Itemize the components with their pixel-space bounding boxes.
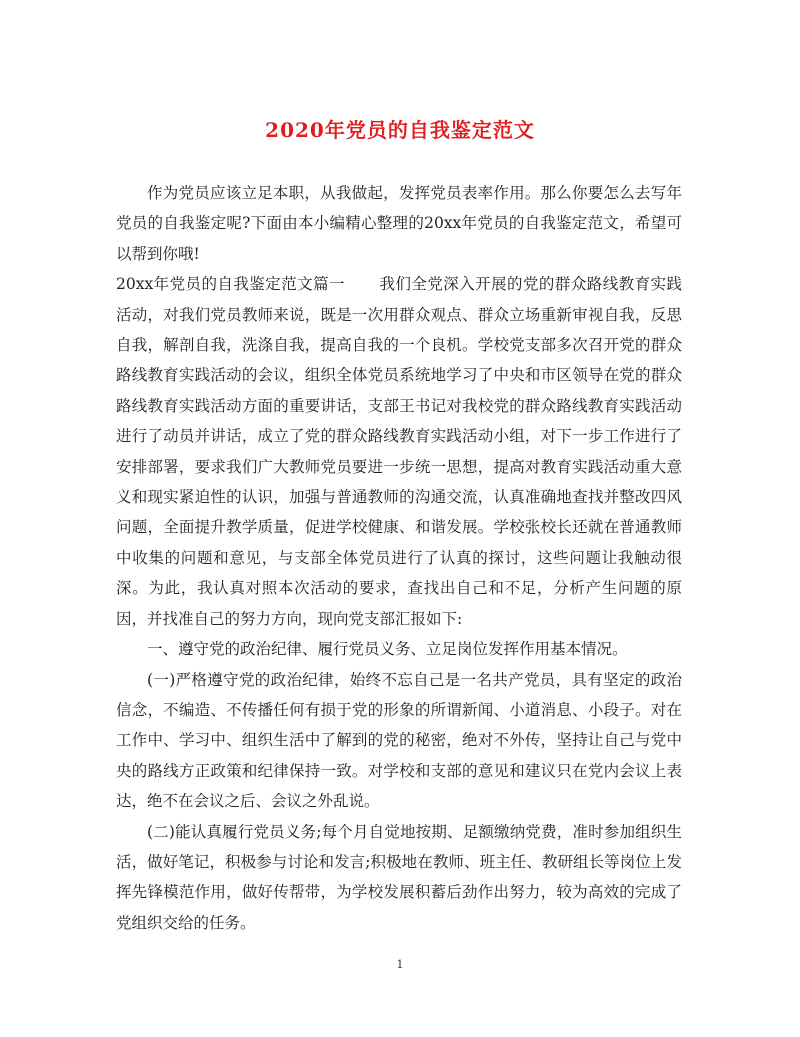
document-body: [116, 178, 682, 938]
intro-paragraph: 作为党员应该立足本职，从我做起，发挥党员表率作用。那么你要怎么去写年党员的自我鉴定呢?下面由本小编精心整理的20xx年党员的自我鉴定范文，希望可以帮到你哦!: [116, 184, 682, 263]
page-number: 1: [396, 958, 404, 971]
document-title: 2020年党员的自我鉴定范文: [265, 118, 535, 142]
heading-one: 一、遵守党的政治纪律、履行党员义务、立足岗位发挥作用基本情况。: [147, 640, 628, 659]
section-body: 我们全党深入开展的党的群众路线教育实践活动，对我们党员教师来说，既是一次用群众观点、群众立场重新审视自我，反思自我，解剖自我，洗涤自我，提高自我的一个良机。学校党支部多次召开党的群众路线教育实践活动的会议，组织全体党员系统地学习了中央和市区领导在党的群众路线教育实践活动方面的重要讲话，支部王书记对我校党的群众路线教育实践活动进行了动员并讲话，成立了党的群众路线教育实践活动小组，对下一步工作进行了安排部署，要求我们广大教师党员要进一步统一思想，提高对教育实践活动重大意义和现实紧迫性的认识，加强与普通教师的沟通交流，认真准确地查找并整改四风问题，全面提升教学质量，促进学校健康、和谐发展。学校张校长还就在普通教师中收集的问题和意见，与支部全体党员进行了认真的探讨，这些问题让我触动很深。为此，我认真对照本次活动的要求，查找出自己和不足，分析产生问题的原因，并找准自己的努力方向，现向党支部汇报如下:: [116, 275, 682, 628]
section-label: 20xx年党员的自我鉴定范文篇一: [116, 275, 345, 294]
section-paragraph: [116, 269, 682, 634]
paragraph-one: (一)严格遵守党的政治纪律，始终不忘自己是一名共产党员，具有坚定的政治信念，不编造、不传播任何有损于党的形象的所谓新闻、小道消息、小段子。对在工作中、学习中、组织生活中了解到的党的秘密，绝对不外传，坚持让自己与党中央的路线方正政策和纪律保持一致。对学校和支部的意见和建议只在党内会议上表达，绝不在会议之后、会议之外乱说。: [116, 670, 682, 811]
paragraph-two: (二)能认真履行党员义务;每个月自觉地按期、足额缴纳党费，准时参加组织生活，做好笔记，积极参与讨论和发言;积极地在教师、班主任、教研组长等岗位上发挥先锋模范作用，做好传帮带，为学校发展积蓄后劲作出努力，较为高效的完成了党组织交给的任务。: [116, 822, 682, 932]
